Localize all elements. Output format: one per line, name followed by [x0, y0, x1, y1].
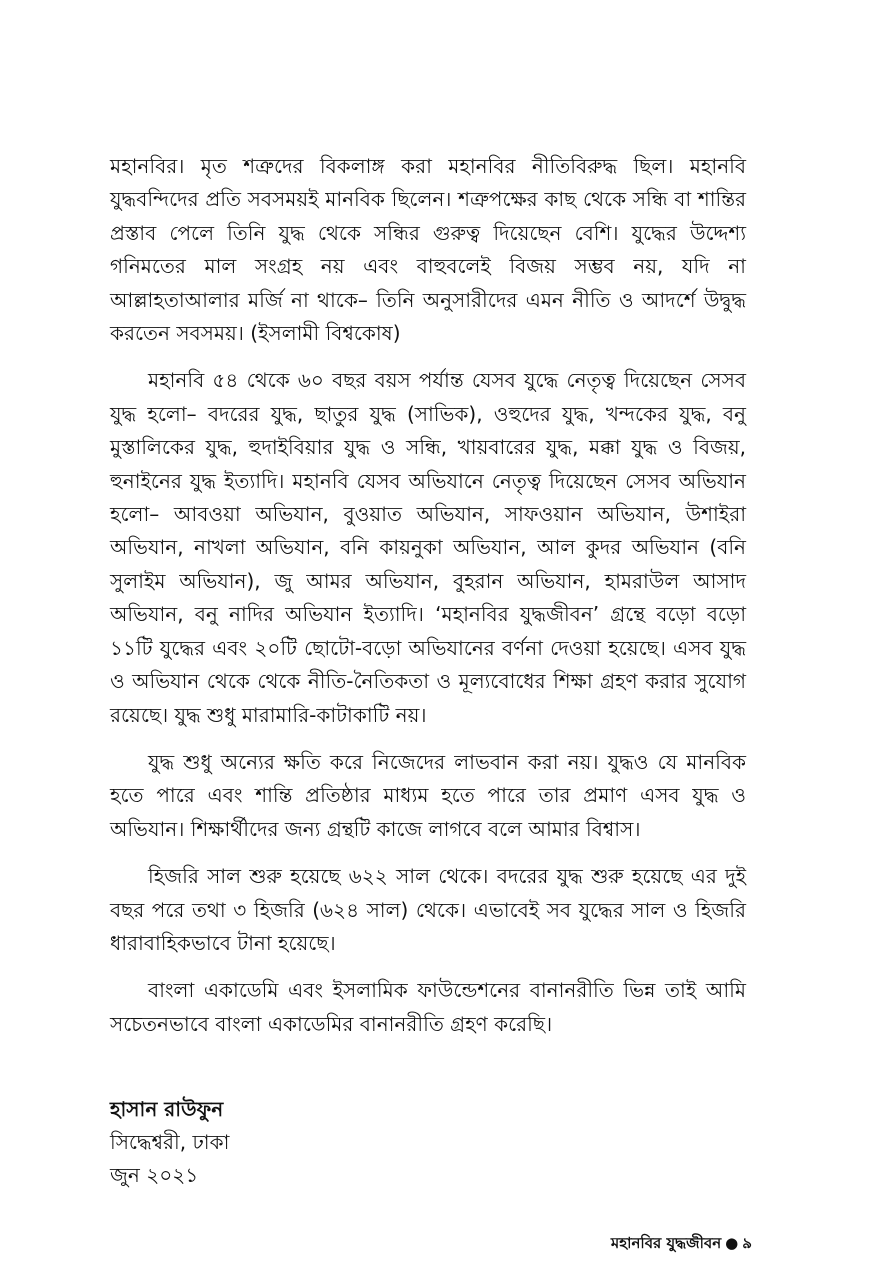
paragraph-humane-war: যুদ্ধ শুধু অন্যের ক্ষতি করে নিজেদের লাভবান করা নয়। যুদ্ধও যে মানবিক হতে পারে এবং শান্তি প্রতিষ্ঠার মাধ্যম হতে পারে তার প্রমাণ এসব যুদ্ধ ও অভিযান। শিক্ষার্থীদের জন্য গ্রন্থটি কাজে লাগবে বলে আমার বিশ্বাস।	[110, 749, 746, 841]
paragraph-spelling-note: বাংলা একাডেমি এবং ইসলামিক ফাউন্ডেশনের বানানরীতি ভিন্ন তাই আমি সচেতনভাবে বাংলা একাডেমির বানানরীতি গ্রহণ করেছি।	[110, 978, 746, 1036]
paragraph-battles-list: মহানবি ৫৪ থেকে ৬০ বছর বয়স পর্যান্ত যেসব যুদ্ধে নেতৃত্ব দিয়েছেন সেসব যুদ্ধ হলো– বদরের যুদ্ধ, ছাতুর যুদ্ধ (সাভিক), ওহুদের যুদ্ধ, খন্দকের যুদ্ধ, বনু মুস্তালিকের যুদ্ধ, হুদাইবিয়ার যুদ্ধ ও সন্ধি, খায়বারের যুদ্ধ, মক্কা যুদ্ধ ও বিজয়, হুনাইনের যুদ্ধ ইত্যাদি। মহানবি যেসব অভিযানে নেতৃত্ব দিয়েছেন সেসব অভিযান হলো– আবওয়া অভিযান, বুওয়াত অভিযান, সাফওয়ান অভিযান, উশাইরা অভিযান, নাখলা অভিযান, বনি কায়নুকা অভিযান, আল কুদর অভিযান (বনি সুলাইম অভিযান), জু আমর অভিযান, বুহরান অভিযান, হামরাউল আসাদ অভিযান, বনু নাদির অভিযান ইত্যাদি। ‘মহানবির যুদ্ধজীবন’ গ্রন্থে বড়ো বড়ো ১১টি যুদ্ধের এবং ২০টি ছোটো-বড়ো অভিযানের বর্ণনা দেওয়া হয়েছে। এসব যুদ্ধ ও অভিযান থেকে থেকে নীতি-নৈতিকতা ও মূল্যবোধের শিক্ষা গ্রহণ করার সুযোগ রয়েছে। যুদ্ধ শুধু মারামারি-কাটাকাটি নয়।	[110, 368, 746, 727]
bullet-icon: ●	[725, 1234, 739, 1252]
paragraph-continuation: মহানবির। মৃত শত্রুদের বিকলাঙ্গ করা মহানবির নীতিবিরুদ্ধ ছিল। মহানবি যুদ্ধবন্দিদের প্রতি সবসময়ই মানবিক ছিলেন। শত্রুপক্ষের কাছ থেকে সন্ধি বা শান্তির প্রস্তাব পেলে তিনি যুদ্ধ থেকে সন্ধির গুরুত্ব দিয়েছেন বেশি। যুদ্ধের উদ্দেশ্য গনিমতের মাল সংগ্রহ নয় এবং বাহুবলেই বিজয় সম্ভব নয়, যদি না আল্লাহতাআলার মর্জি না থাকে– তিনি অনুসারীদের এমন নীতি ও আদর্শে উদ্বুদ্ধ করতেন সবসময়। (ইসলামী বিশ্বকোষ)	[110, 154, 746, 346]
page-footer	[611, 1232, 752, 1257]
author-name: হাসান রাউফুন	[110, 1097, 224, 1121]
author-place: সিদ্ধেশ্বরী, ঢাকা	[110, 1130, 230, 1154]
running-title: মহানবির যুদ্ধজীবন	[610, 1234, 722, 1252]
page-body	[110, 150, 746, 1055]
paragraph-hijri-years: হিজরি সাল শুরু হয়েছে ৬২২ সাল থেকে। বদরের যুদ্ধ শুরু হয়েছে এর দুই বছর পরে তথা ৩ হিজরি (৬২৪ সাল) থেকে। এভাবেই সব যুদ্ধের সাল ও হিজরি ধারাবাহিকভাবে টানা হয়েছে।	[110, 864, 746, 955]
page-number: ৯	[742, 1234, 752, 1252]
signature-block	[110, 1093, 229, 1192]
signature-date: জুন ২০২১	[110, 1163, 199, 1187]
